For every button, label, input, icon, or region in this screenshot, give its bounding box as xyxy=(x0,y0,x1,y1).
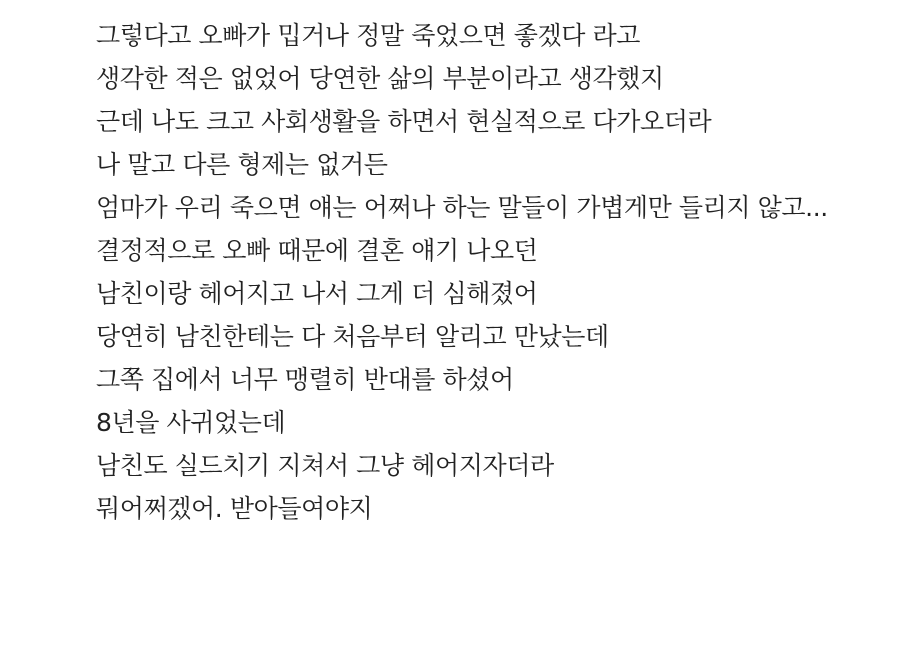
post-paragraph: 그쪽 집에서 너무 맹렬히 반대를 하셨어 xyxy=(96,365,514,394)
post-paragraph: 당연히 남친한테는 다 처음부터 알리고 만났는데 xyxy=(96,322,609,351)
post-paragraph: 결정적으로 오빠 때문에 결혼 얘기 나오던 xyxy=(96,236,538,265)
post-paragraph: 생각한 적은 없었어 당연한 삶의 부분이라고 생각했지 xyxy=(96,64,664,93)
post-paragraph: 그렇다고 오빠가 밉거나 정말 죽었으면 좋겠다 라고 xyxy=(96,21,641,50)
post-paragraph: 근데 나도 크고 사회생활을 하면서 현실적으로 다가오더라 xyxy=(96,107,712,136)
post-paragraph: 뭐어쩌겠어. 받아들여야지 xyxy=(96,494,373,523)
post-paragraph: 엄마가 우리 죽으면 얘는 어쩌나 하는 말들이 가볍게만 들리지 않고... xyxy=(96,193,828,222)
post-paragraph: 8년을 사귀었는데 xyxy=(96,408,286,437)
post-paragraph: 남친도 실드치기 지쳐서 그냥 헤어지자더라 xyxy=(96,451,554,480)
post-paragraph: 나 말고 다른 형제는 없거든 xyxy=(96,150,388,179)
post-paragraph: 남친이랑 헤어지고 나서 그게 더 심해졌어 xyxy=(96,279,538,308)
